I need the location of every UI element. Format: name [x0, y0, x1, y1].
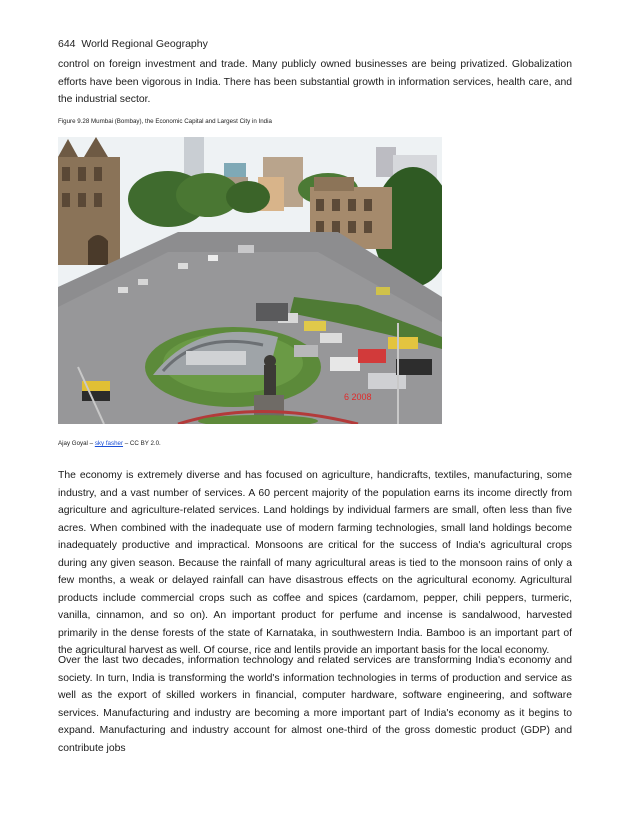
figure-caption: Figure 9.28 Mumbai (Bombay), the Economic Capital and Largest City in India: [58, 118, 272, 125]
photo-date-stamp: 6 2008: [344, 392, 372, 402]
book-title: World Regional Geography: [81, 38, 208, 50]
running-header: [58, 38, 208, 50]
credit-prefix: Ajay Goyal –: [58, 440, 94, 447]
it-paragraph: Over the last two decades, information technology and related services are transforming India's economy and society. In turn, India is transforming the world's information technologies in terms of production and service as well as the export of skilled workers in financial, computer hardware, software engineering, and software services. Manufacturing and industry are becoming a more important part of India's economy as it begins to expand. Manufacturing and industry account for almost one-third of the gross domestic product (GDP) and contribute jobs: [58, 655, 572, 754]
figure-credit: [58, 440, 161, 447]
credit-suffix: – CC BY 2.0.: [124, 440, 161, 447]
mumbai-street-photo: [58, 137, 442, 424]
intro-paragraph: control on foreign investment and trade. Many publicly owned businesses are being privatized. Globalization efforts have been vigorous in India. There has been substantial growth in information services, health care, and the industrial sector.: [58, 59, 572, 105]
page-number: 644: [58, 38, 76, 50]
economy-paragraph: The economy is extremely diverse and has focused on agriculture, handicrafts, textiles, manufacturing, some industry, and a vast number of services. A 60 percent majority of the population earns its income directly from agriculture and agriculture-related services. Land holdings by individual farmers are small, often less than five acres. When combined with the inadequate use of modern farming technologies, small land holdings become inadequately productive and impractical. Monsoons are critical for the success of India's agricultural crops during any given season. Because the rainfall of many agricultural areas is tied to the monsoon rains of only a few months, a weak or delayed rainfall can have disastrous effects on the agricultural economy. Agricultural products include commercial crops such as coffee and spices (cardamom, pepper, chili peppers, turmeric, vanilla, cinnamon, and so on). An important product for perfume and incense is sandalwood, harvested primarily in the dense forests of the state of Karnataka, in southwestern India. Bamboo is an important part of the agricultural harvest as well. Of course, rice and lentils provide an important basis for the local economy.: [58, 470, 572, 656]
credit-link[interactable]: sky fasher: [94, 440, 124, 447]
